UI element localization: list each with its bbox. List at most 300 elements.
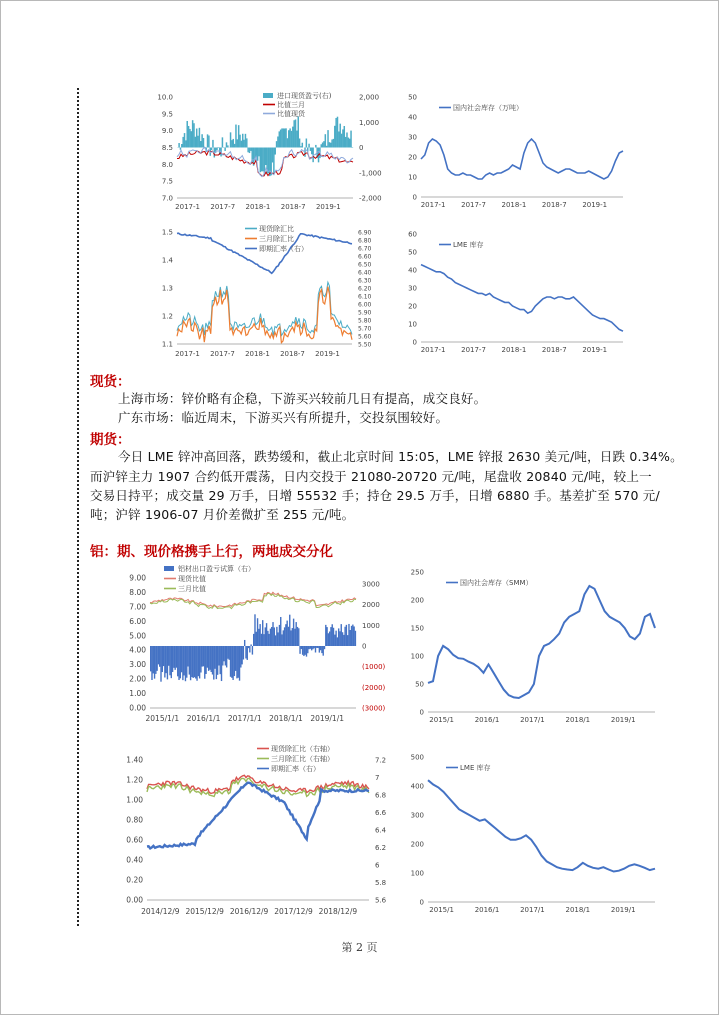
- y-tick-label: 0: [362, 642, 367, 651]
- profit-bar: [165, 646, 166, 673]
- profit-bar: [242, 134, 244, 148]
- profit-bar: [296, 131, 298, 148]
- profit-bar: [262, 148, 264, 172]
- profit-bar: [159, 646, 160, 667]
- profit-bar: [207, 646, 208, 668]
- x-tick-label: 2018-7: [280, 350, 305, 358]
- profit-bar: [257, 618, 258, 646]
- y-tick-label: 1.00: [126, 795, 143, 805]
- profit-bar: [243, 140, 245, 148]
- profit-bar: [344, 627, 345, 646]
- y-tick-label: 1.1: [161, 340, 173, 349]
- y-tick-label: 9.5: [161, 110, 173, 119]
- profit-bar: [196, 129, 198, 148]
- profit-bar: [180, 646, 181, 678]
- profit-bar: [302, 646, 303, 655]
- y-tick-label: 6.00: [358, 301, 372, 309]
- legend-label: 三月除汇比: [259, 235, 294, 243]
- y-tick-label: 6.80: [358, 237, 372, 245]
- profit-bar: [347, 635, 348, 646]
- profit-bar: [238, 646, 239, 678]
- profit-bar: [312, 646, 313, 649]
- profit-bar: [226, 646, 227, 667]
- profit-bar: [267, 631, 268, 646]
- x-tick-label: 2016/1: [474, 906, 500, 914]
- y-tick-label: 6.90: [358, 229, 372, 237]
- profit-bar: [212, 140, 214, 148]
- profit-bar: [353, 626, 354, 646]
- y-tick-label: 20: [408, 153, 417, 162]
- profit-bar: [155, 646, 156, 674]
- y-tick-label: 9.00: [129, 573, 146, 583]
- y-tick-label: 1.00: [129, 689, 146, 699]
- y-tick-label: 30: [408, 133, 417, 142]
- profit-bar: [266, 623, 267, 646]
- x-tick-label: 2016/12/9: [229, 907, 269, 916]
- x-tick-label: 2018-1: [501, 201, 527, 209]
- profit-bar: [241, 646, 242, 664]
- profit-bar: [259, 624, 260, 646]
- profit-bar: [237, 139, 239, 147]
- profit-bar: [190, 646, 191, 680]
- chart-zinc-import-ratio: [145, 85, 390, 217]
- profit-bar: [274, 627, 275, 646]
- legend-label: 国内社会库存（SMM）: [460, 579, 533, 587]
- x-tick-label: 2019-1: [315, 203, 341, 211]
- profit-bar: [245, 134, 247, 148]
- x-tick-label: 2017-1: [420, 346, 446, 354]
- profit-bar: [317, 646, 318, 648]
- profit-bar: [234, 144, 236, 148]
- y-tick-label: 0: [419, 708, 424, 717]
- profit-bar: [227, 145, 229, 147]
- profit-bar: [189, 129, 191, 148]
- profit-bar: [280, 617, 281, 646]
- profit-bar: [342, 129, 344, 147]
- profit-bar: [191, 131, 193, 147]
- profit-bar: [306, 646, 307, 657]
- profit-bar: [348, 138, 350, 148]
- profit-bar: [264, 148, 266, 174]
- profit-bar: [333, 628, 334, 646]
- y-tick-label: 1.5: [161, 228, 173, 237]
- profit-bar: [326, 627, 327, 646]
- profit-bar: [284, 627, 285, 646]
- profit-bar: [221, 646, 222, 681]
- profit-bar: [341, 624, 342, 646]
- profit-bar: [158, 646, 159, 664]
- y-tick-label: 400: [410, 782, 424, 791]
- profit-bar: [167, 646, 168, 679]
- profit-bar: [249, 646, 250, 652]
- y-tick-label: 8.00: [129, 587, 146, 597]
- profit-bar: [265, 148, 267, 166]
- y-tick-label: 1.2: [161, 312, 173, 321]
- profit-bar: [271, 627, 272, 646]
- profit-bar: [326, 146, 328, 148]
- profit-bar: [196, 646, 197, 681]
- series-line: [421, 139, 623, 179]
- profit-bar: [201, 134, 203, 147]
- chart-zinc-domestic-stock: [395, 85, 630, 217]
- chart-zinc-lme-stock: [395, 222, 630, 362]
- y-tick-label: 2.00: [129, 674, 146, 684]
- profit-bar: [181, 646, 182, 672]
- profit-bar: [262, 620, 263, 646]
- profit-bar: [345, 137, 347, 148]
- profit-bar: [192, 646, 193, 678]
- profit-bar: [277, 632, 278, 646]
- profit-bar: [231, 140, 233, 147]
- x-tick-label: 2016/1/1: [186, 714, 221, 723]
- x-tick-label: 2018-7: [541, 346, 567, 354]
- y-tick-label: 6.10: [358, 293, 372, 301]
- profit-bar: [307, 646, 308, 653]
- y-tick-label: 100: [410, 652, 424, 661]
- profit-bar: [188, 126, 190, 148]
- profit-bar: [186, 646, 187, 678]
- x-tick-label: 2018-1: [501, 346, 527, 354]
- profit-bar: [240, 646, 241, 668]
- profit-bar: [297, 627, 298, 646]
- profit-bar: [343, 635, 344, 646]
- profit-bar: [229, 646, 230, 660]
- profit-bar: [247, 148, 249, 153]
- profit-bar: [181, 144, 183, 147]
- profit-bar: [306, 139, 308, 148]
- y-tick-label: 5.6: [375, 896, 387, 905]
- y-tick-label: (2000): [362, 683, 386, 692]
- y-tick-label: 6.4: [375, 826, 387, 835]
- legend-label: 比值现货: [277, 110, 305, 118]
- profit-bar: [177, 646, 178, 676]
- profit-bar: [222, 646, 223, 666]
- y-tick-label: -1,000: [359, 169, 382, 178]
- legend-label: 现货除汇比（右轴）: [271, 745, 334, 753]
- profit-bar: [342, 632, 343, 646]
- profit-bar: [335, 631, 336, 646]
- profit-bar: [275, 635, 276, 646]
- profit-bar: [261, 634, 262, 646]
- legend-label: 三月除汇比（右轴）: [271, 755, 334, 763]
- x-tick-label: 2018/1: [565, 906, 591, 914]
- profit-bar: [277, 136, 279, 147]
- x-tick-label: 2017/1: [520, 906, 545, 914]
- profit-bar: [198, 646, 199, 676]
- profit-bar: [292, 628, 293, 646]
- profit-bar: [311, 148, 313, 155]
- x-tick-label: 2015/1/1: [145, 714, 180, 723]
- profit-bar: [323, 141, 325, 147]
- profit-bar: [288, 130, 290, 147]
- y-tick-label: 6.50: [358, 261, 372, 269]
- y-tick-label: 6.00: [129, 616, 146, 626]
- futures-paragraph-line2: 而沪锌主力 1907 合约低开震荡，日内交投于 21080-20720 元/吨，尾盘收 20840 元/吨，较上一: [90, 469, 652, 484]
- profit-bar: [197, 136, 199, 148]
- series-3m-ratio: [150, 594, 356, 609]
- profit-bar: [244, 640, 245, 646]
- profit-bar: [322, 143, 324, 148]
- profit-bar: [195, 137, 197, 148]
- profit-bar: [220, 646, 221, 674]
- profit-bar: [349, 139, 351, 148]
- chart-al-import-exchange: [115, 745, 395, 920]
- y-tick-label: 0.40: [126, 855, 143, 865]
- y-tick-label: 0: [412, 338, 417, 347]
- y-tick-label: 6.70: [358, 245, 372, 253]
- profit-bar: [185, 646, 186, 681]
- y-tick-label: 1,000: [359, 118, 380, 127]
- profit-bar: [339, 631, 340, 646]
- profit-bar: [249, 148, 251, 154]
- legend-label: 铝材出口盈亏试算（右）: [178, 565, 255, 573]
- profit-bar: [344, 126, 346, 148]
- x-tick-label: 2015/1: [429, 716, 454, 724]
- profit-bar: [346, 132, 348, 147]
- legend-label: 即期汇率（右）: [271, 765, 320, 773]
- x-tick-label: 2017-7: [461, 346, 486, 354]
- futures-paragraph-line1: 今日 LME 锌冲高回落，跌势缓和，截止北京时间 15:05，LME 锌报 2630 美元/吨，日跌 0.34%。: [118, 449, 683, 464]
- profit-bar: [172, 646, 173, 672]
- profit-bar: [211, 148, 213, 151]
- profit-bar: [234, 646, 235, 676]
- profit-bar: [205, 646, 206, 674]
- profit-bar: [295, 622, 296, 646]
- profit-bar: [350, 131, 352, 148]
- x-tick-label: 2019-1: [315, 350, 340, 358]
- profit-bar: [207, 134, 209, 147]
- profit-bar: [250, 148, 252, 151]
- profit-bar: [176, 646, 177, 668]
- chart-zinc-import-exchange: [145, 222, 390, 362]
- profit-bar: [298, 628, 299, 646]
- profit-bar: [323, 646, 324, 656]
- profit-bar: [310, 148, 312, 151]
- y-tick-label: (1000): [362, 663, 386, 672]
- y-tick-label: 50: [408, 248, 417, 257]
- x-tick-label: 2018/12/9: [318, 907, 358, 916]
- profit-bar: [300, 146, 302, 147]
- profit-bar: [232, 646, 233, 680]
- y-tick-label: 1.20: [126, 775, 143, 785]
- profit-bar: [214, 646, 215, 669]
- profit-bar: [200, 141, 202, 147]
- profit-bar: [280, 130, 282, 148]
- profit-bar: [273, 148, 275, 174]
- y-tick-label: 6.8: [375, 791, 387, 800]
- profit-bar: [231, 646, 232, 678]
- profit-bar: [156, 646, 157, 671]
- profit-bar: [168, 646, 169, 666]
- y-tick-label: 6.30: [358, 277, 372, 285]
- y-tick-label: 10.0: [157, 93, 173, 102]
- y-tick-label: 250: [410, 568, 424, 577]
- series-line: [428, 780, 655, 871]
- profit-bar: [245, 646, 246, 658]
- y-tick-label: 4.00: [129, 645, 146, 655]
- legend-label: 三月比值: [178, 585, 206, 593]
- futures-paragraph-line3: 交易日持平；成交量 29 万手，日增 55532 手；持仓 29.5 万手，日增 6880 手。基差扩至 570 元/: [90, 488, 660, 503]
- profit-bar: [293, 120, 295, 147]
- profit-bar: [258, 629, 259, 646]
- profit-bar: [325, 625, 326, 646]
- profit-bar: [195, 646, 196, 679]
- profit-bar: [283, 128, 285, 147]
- legend-label: 进口现货盈亏(右): [277, 92, 332, 100]
- profit-bar: [283, 630, 284, 646]
- profit-bar: [187, 646, 188, 667]
- legend-label: 现货除汇比: [259, 225, 294, 233]
- profit-bar: [333, 139, 335, 148]
- profit-bar: [276, 627, 277, 646]
- profit-bar: [222, 137, 224, 147]
- y-tick-label: 0: [359, 144, 364, 152]
- profit-bar: [225, 646, 226, 665]
- y-tick-label: 6.2: [375, 844, 387, 852]
- profit-bar: [270, 629, 271, 646]
- profit-bar: [257, 148, 259, 161]
- profit-bar: [351, 626, 352, 646]
- x-tick-label: 2017/12/9: [274, 907, 313, 916]
- profit-bar: [286, 621, 287, 646]
- profit-bar: [295, 119, 297, 147]
- x-tick-label: 2017-1: [175, 203, 200, 211]
- y-tick-label: 5.90: [358, 309, 372, 317]
- x-tick-label: 2018-1: [245, 203, 271, 211]
- profit-bar: [192, 120, 194, 147]
- y-tick-label: 1000: [362, 621, 380, 630]
- y-tick-label: 7.5: [161, 177, 173, 186]
- profit-bar: [163, 646, 164, 666]
- profit-bar: [191, 646, 192, 677]
- profit-bar: [288, 627, 289, 646]
- y-tick-label: 100: [410, 869, 424, 878]
- profit-bar: [239, 646, 240, 681]
- profit-bar: [238, 125, 240, 147]
- y-tick-label: 50: [408, 93, 417, 102]
- profit-bar: [216, 646, 217, 679]
- profit-bar: [308, 646, 309, 649]
- profit-bar: [218, 646, 219, 666]
- profit-bar: [328, 633, 329, 646]
- x-tick-label: 2018/1: [565, 716, 591, 724]
- legend-swatch: [164, 566, 174, 571]
- y-tick-label: 40: [408, 113, 417, 122]
- profit-bar: [315, 145, 317, 148]
- profit-bar: [153, 646, 154, 673]
- profit-bar: [200, 646, 201, 673]
- x-tick-label: 2019/1: [610, 906, 636, 914]
- profit-bar: [290, 630, 291, 646]
- series-line: [428, 586, 655, 698]
- x-tick-label: 2017-7: [210, 203, 236, 211]
- profit-bar: [334, 126, 336, 148]
- profit-bar: [325, 134, 327, 147]
- y-tick-label: 1.3: [161, 284, 173, 293]
- y-tick-label: 7: [375, 774, 380, 782]
- profit-bar: [160, 646, 161, 682]
- y-tick-label: 5.8: [375, 879, 387, 887]
- y-tick-label: 3000: [362, 580, 380, 589]
- y-tick-label: 20: [408, 302, 417, 311]
- y-tick-label: 7.0: [161, 194, 173, 203]
- profit-bar: [281, 634, 282, 646]
- profit-bar: [274, 148, 276, 155]
- x-tick-label: 2017-7: [210, 350, 235, 358]
- legend-label: 国内社会库存（万吨）: [453, 104, 523, 112]
- profit-bar: [183, 646, 184, 675]
- profit-bar: [189, 646, 190, 675]
- profit-bar: [212, 646, 213, 675]
- margin-dotted-line: [77, 88, 79, 926]
- y-tick-label: 0.00: [126, 895, 143, 905]
- x-tick-label: 2019-1: [582, 201, 608, 209]
- chart-al-export-ratio: [120, 560, 392, 730]
- y-tick-label: 6.20: [358, 285, 372, 293]
- profit-bar: [169, 646, 170, 675]
- y-tick-label: 6.6: [375, 809, 387, 817]
- legend-label: LME 库存: [453, 241, 484, 249]
- profit-bar: [227, 646, 228, 659]
- profit-bar: [235, 646, 236, 671]
- profit-bar: [216, 148, 218, 150]
- profit-bar: [194, 646, 195, 677]
- y-tick-label: 0: [419, 898, 424, 907]
- profit-bar: [182, 137, 184, 148]
- profit-bar: [184, 133, 186, 147]
- series-line: [421, 265, 623, 332]
- profit-bar: [341, 134, 343, 148]
- profit-bar: [208, 646, 209, 671]
- profit-bar: [319, 646, 320, 653]
- spot-heading: 现货：: [90, 374, 131, 390]
- profit-bar: [268, 148, 270, 174]
- profit-bar: [162, 646, 163, 672]
- y-tick-label: 40: [408, 266, 417, 275]
- profit-bar: [252, 646, 253, 655]
- profit-bar: [314, 646, 315, 648]
- profit-bar: [308, 144, 310, 148]
- profit-bar: [178, 143, 180, 147]
- profit-bar: [303, 646, 304, 656]
- x-tick-label: 2019/1/1: [310, 714, 345, 723]
- profit-bar: [154, 646, 155, 679]
- profit-bar: [332, 624, 333, 646]
- profit-bar: [297, 116, 299, 147]
- profit-bar: [211, 646, 212, 672]
- profit-bar: [217, 646, 218, 675]
- profit-bar: [311, 646, 312, 650]
- y-tick-label: 2,000: [359, 93, 380, 102]
- profit-bar: [256, 632, 257, 646]
- y-tick-label: 200: [410, 840, 424, 849]
- profit-bar: [247, 646, 248, 660]
- profit-bar: [330, 143, 332, 148]
- x-tick-label: 2017-7: [461, 201, 486, 209]
- y-tick-label: (3000): [362, 704, 386, 713]
- profit-bar: [173, 646, 174, 668]
- y-tick-label: 50: [415, 680, 424, 689]
- profit-bar: [305, 646, 306, 655]
- profit-bar: [346, 625, 347, 646]
- y-tick-label: 0: [412, 193, 417, 202]
- profit-bar: [261, 148, 263, 172]
- y-tick-label: 10: [408, 320, 417, 329]
- profit-bar: [321, 646, 322, 653]
- y-tick-label: 5.60: [358, 333, 372, 341]
- profit-bar: [174, 646, 175, 670]
- aluminium-heading: 铝：期、现价格携手上行，两地成交分化: [90, 544, 333, 560]
